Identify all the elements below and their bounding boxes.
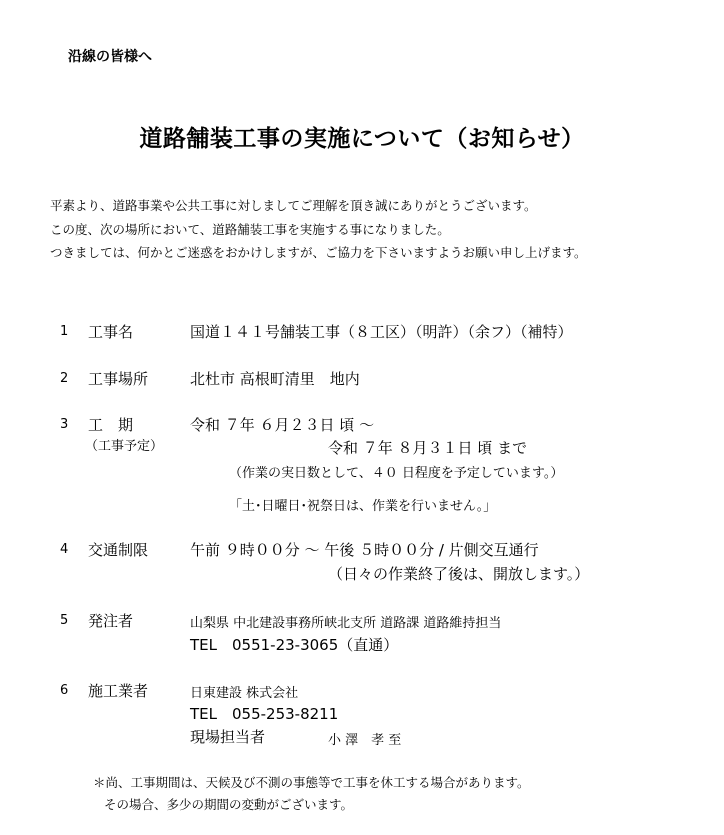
location-value: 北杜市 高根町清里 地内 bbox=[190, 370, 360, 388]
period-end: 令和 ７年 ８月３１日 頃 まで bbox=[328, 439, 528, 457]
item-number-1: 1 bbox=[60, 324, 69, 339]
item-number-5: 5 bbox=[60, 613, 69, 628]
footnote-line-1: ＊尚、工事期間は、天候及び不測の事態等で工事を休工する場合があります。 bbox=[93, 775, 530, 790]
intro-line-2: この度、次の場所において、道路舗装工事を実施する事になりました。 bbox=[50, 222, 450, 237]
period-label: 工 期 bbox=[88, 416, 134, 434]
client-tel: TEL 0551-23-3065（直通） bbox=[190, 636, 399, 654]
contractor-company: 日東建設 株式会社 bbox=[190, 686, 299, 701]
item-number-4: 4 bbox=[60, 542, 69, 557]
work-name-label: 工事名 bbox=[88, 323, 134, 341]
intro-line-1: 平素より、道路事業や公共工事に対しましてご理解を頂き誠にありがとうございます。 bbox=[50, 198, 537, 213]
client-label: 発注者 bbox=[88, 612, 134, 630]
contractor-tel: TEL 055-253-8211 bbox=[190, 705, 339, 723]
period-sublabel: （工事予定） bbox=[85, 439, 164, 454]
manager-label: 現場担当者 bbox=[190, 728, 266, 746]
client-org: 山梨県 中北建設事務所峡北支所 道路課 道路維持担当 bbox=[190, 616, 502, 631]
work-name-value: 国道１４１号舗装工事（８工区）（明許）（余フ）（補特） bbox=[190, 323, 573, 341]
item-number-6: 6 bbox=[60, 683, 69, 698]
contractor-label: 施工業者 bbox=[88, 682, 149, 700]
item-number-3: 3 bbox=[60, 417, 69, 432]
period-holiday: 「土･日曜日･祝祭日は、作業を行いません。」 bbox=[229, 499, 497, 514]
traffic-value: 午前 ９時００分 ～ 午後 ５時００分 / 片側交互通行 bbox=[190, 541, 539, 559]
salutation: 沿線の皆様へ bbox=[68, 49, 152, 65]
manager-name: 小 澤 孝 至 bbox=[328, 733, 402, 748]
intro-line-3: つきましては、何かとご迷惑をおかけしますが、ご協力を下さいますようお願い申し上げます。 bbox=[50, 245, 587, 260]
period-note: （作業の実日数として、４０ 日程度を予定しています。） bbox=[229, 466, 564, 481]
traffic-note: （日々の作業終了後は、開放します。） bbox=[328, 565, 590, 583]
location-label: 工事場所 bbox=[88, 370, 149, 388]
period-start: 令和 ７年 ６月２３日 頃 ～ bbox=[190, 416, 375, 434]
traffic-label: 交通制限 bbox=[88, 541, 149, 559]
page-title: 道路舗装工事の実施について（お知らせ） bbox=[139, 126, 585, 152]
item-number-2: 2 bbox=[60, 371, 69, 386]
footnote-line-2: その場合、多少の期間の変動がございます。 bbox=[104, 797, 354, 812]
